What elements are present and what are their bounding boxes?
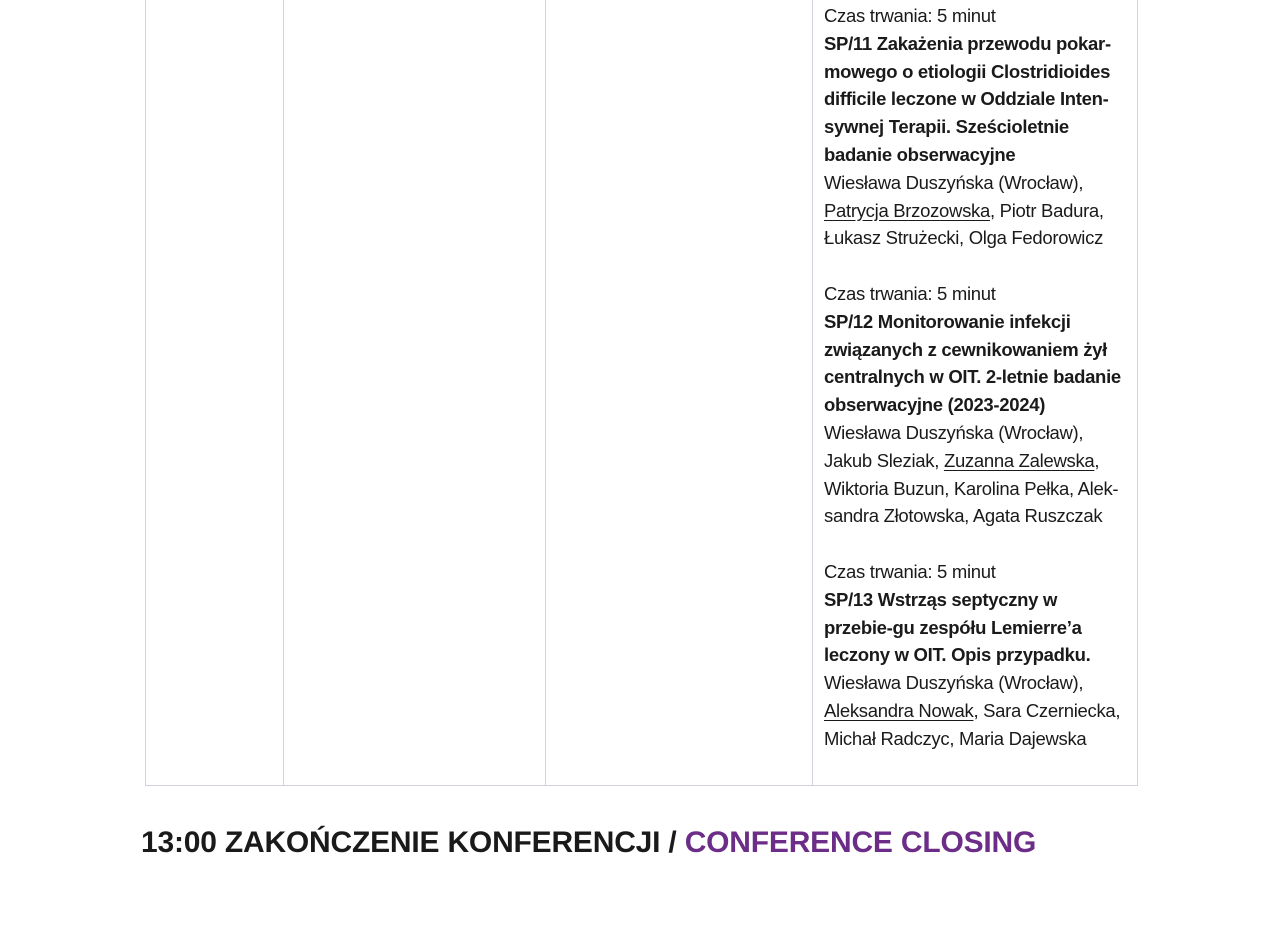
program-table xyxy=(145,0,1138,786)
poster-entry-sp13 xyxy=(824,558,1130,753)
authors xyxy=(824,169,1130,252)
presenter-name: Zuzanna Zalewska xyxy=(943,449,1095,471)
poster-title: SP/11 Zakażenia przewodu pokar-mowego o etiologii Clostridioides difficile leczone w Oddziale Inten-sywnej Terapii. Sześcioletnie badanie obserwacyjne xyxy=(824,32,1111,165)
duration-label: Czas trwania: 5 minut xyxy=(824,560,996,582)
closing-polish: 13:00 ZAKOŃCZENIE KONFERENCJI / xyxy=(141,826,685,859)
poster-entry-sp12 xyxy=(824,280,1130,530)
authors-after: , Sara Czerniecka, Michał Radczyc, Maria Dajewska xyxy=(824,699,1121,749)
presenter-name: Aleksandra Nowak xyxy=(824,699,974,721)
authors-before: Wiesława Duszyńska (Wrocław), xyxy=(824,171,1084,193)
poster-title: SP/12 Monitorowanie infekcji związanych z cewnikowaniem żył centralnych w OIT. 2-letnie badanie obserwacyjne (2023-2024) xyxy=(824,310,1121,416)
session-content-column xyxy=(824,2,1130,780)
poster-entry-sp11 xyxy=(824,2,1130,252)
presenter-name: Patrycja Brzozowska xyxy=(824,199,990,221)
authors-before: Wiesława Duszyńska (Wrocław), xyxy=(824,672,1084,694)
authors-before: Wiesława Duszyńska (Wrocław), Jakub Sleziak, xyxy=(824,421,1084,471)
authors xyxy=(824,669,1130,752)
closing-english: CONFERENCE CLOSING xyxy=(684,826,1037,859)
column-divider-1 xyxy=(283,0,284,785)
column-divider-3 xyxy=(812,0,813,785)
duration-label: Czas trwania: 5 minut xyxy=(824,5,996,26)
poster-title: SP/13 Wstrząs septyczny w przebie-gu zespółu Lemierre’a leczony w OIT. Opis przypadku. xyxy=(824,588,1091,666)
column-divider-2 xyxy=(545,0,546,785)
authors xyxy=(824,419,1130,530)
authors-after: , Piotr Badura, Łukasz Strużecki, Olga Fedorowicz xyxy=(824,199,1104,249)
authors-after: , Wiktoria Buzun, Karolina Pełka, Alek-sandra Złotowska, Agata Ruszczak xyxy=(824,449,1119,527)
conference-closing-heading xyxy=(141,826,1036,860)
duration-label: Czas trwania: 5 minut xyxy=(824,282,996,304)
